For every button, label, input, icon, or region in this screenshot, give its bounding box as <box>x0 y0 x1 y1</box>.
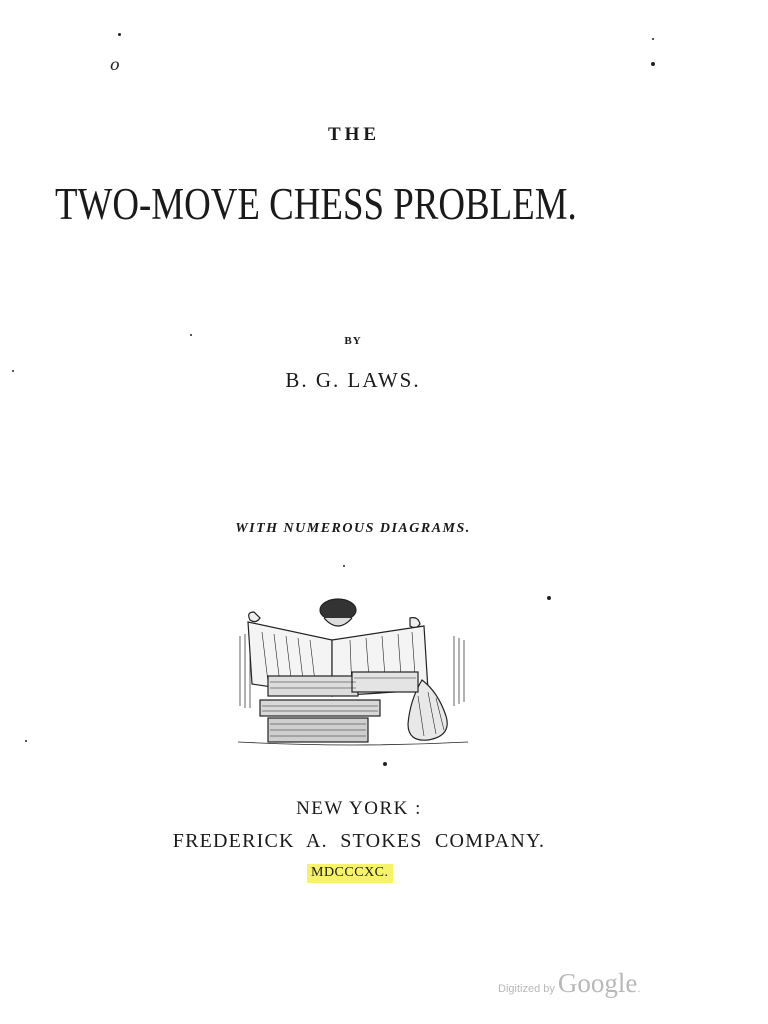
watermark-brand: Google <box>557 968 638 998</box>
dust-speck <box>651 62 655 66</box>
title-article: THE <box>327 124 381 145</box>
dust-speck <box>652 38 654 40</box>
reader-with-books-icon <box>232 596 472 748</box>
stray-pencil-mark: o <box>110 55 120 74</box>
dust-speck <box>383 762 387 766</box>
dust-speck <box>343 565 345 567</box>
digitized-watermark <box>498 968 640 999</box>
book-title: TWO-MOVE CHESS PROBLEM. <box>55 179 577 229</box>
dust-speck <box>25 740 27 742</box>
subtitle: WITH NUMEROUS DIAGRAMS. <box>235 521 471 536</box>
by-line: BY <box>344 335 362 347</box>
imprint-publisher: FREDERICK A. STOKES COMPANY. <box>172 830 546 852</box>
watermark-dot: . <box>637 983 641 995</box>
author-name: B. G. LAWS. <box>285 368 421 392</box>
dust-speck <box>118 33 121 36</box>
imprint-city: NEW YORK : <box>296 798 422 819</box>
imprint-year: MDCCCXC. <box>307 864 393 883</box>
watermark-prefix: Digitized by <box>498 983 555 995</box>
dust-speck <box>547 596 551 600</box>
